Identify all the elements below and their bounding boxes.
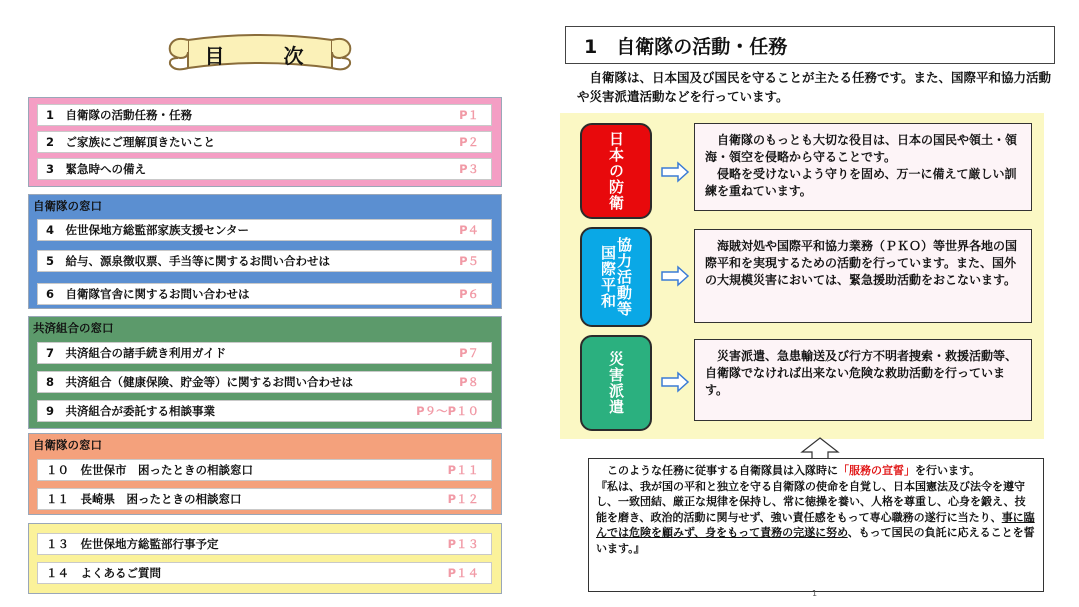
toc-item[interactable]: 6 自衛隊官舎に関するお問い合わせは P６ bbox=[37, 283, 492, 305]
category-label: 協力活動等 bbox=[615, 237, 633, 317]
category-desc: 自衛隊のもっとも大切な役目は、日本の国民や領土・領海・領空を侵略から守ることです。 侵略を受けないよう守りを固め、万一に備えて厳しい訓練を重ねています。 bbox=[694, 123, 1032, 211]
section-intro: 自衛隊は、日本国及び国民を守ることが主たる任務です。また、国際平和協力活動や災害派遣活動などを行っています。 bbox=[577, 70, 1052, 104]
arrow-right-icon bbox=[660, 161, 690, 183]
toc-group-header: 共済組合の窓口 bbox=[33, 321, 114, 335]
toc-page: P９～P１０ bbox=[416, 404, 479, 418]
category-desc: 海賊対処や国際平和協力業務（ＰＫＯ）等世界各地の国際平和を実現するための活動を行っています。また、国外の大規模災害においては、緊急援助活動をおこないます。 bbox=[694, 229, 1032, 323]
category-desc: 災害派遣、急患輸送及び行方不明者捜索・救援活動等、自衛隊でなければ出来ない危険な救助活動を行っています。 bbox=[694, 339, 1032, 421]
toc-page: P１ bbox=[459, 108, 479, 122]
toc-item[interactable]: １４ よくあるご質問 P１４ bbox=[37, 562, 492, 584]
toc-page: P２ bbox=[459, 135, 479, 149]
category-defense bbox=[580, 123, 652, 219]
toc-page: P３ bbox=[459, 162, 479, 176]
toc-page: P１４ bbox=[447, 566, 479, 580]
mission-panel bbox=[560, 113, 1044, 439]
toc-item[interactable]: 2 ご家族にご理解頂きたいこと P２ bbox=[37, 131, 492, 153]
toc-item[interactable]: 3 緊急時への備え P３ bbox=[37, 158, 492, 180]
toc-page: P８ bbox=[459, 375, 479, 389]
toc-page: P１３ bbox=[447, 537, 479, 551]
category-label: 日本の防衛 bbox=[607, 131, 625, 211]
toc-group-mutual-aid bbox=[28, 316, 502, 429]
toc-group-schedule bbox=[28, 523, 502, 594]
toc-item[interactable]: 5 給与、源泉徴収票、手当等に関するお問い合わせは P５ bbox=[37, 250, 492, 272]
oath-intro: このような任務に従事する自衛隊員は入隊時に「服務の宣誓」を行います。 bbox=[596, 464, 981, 477]
toc-group-sdf-contact bbox=[28, 194, 502, 309]
toc-page: P６ bbox=[459, 287, 479, 301]
toc-item[interactable]: 1 自衛隊の活動任務・任務 P１ bbox=[37, 104, 492, 126]
toc-page: P７ bbox=[459, 346, 479, 360]
toc-page: P１２ bbox=[447, 492, 479, 506]
toc-item[interactable]: 7 共済組合の諸手続き利用ガイド P７ bbox=[37, 342, 492, 364]
category-international bbox=[580, 227, 652, 327]
toc-item[interactable]: 9 共済組合が委託する相談事業 P９～P１０ bbox=[37, 400, 492, 422]
toc-group-local-contact bbox=[28, 433, 502, 515]
toc-page: P５ bbox=[459, 254, 479, 268]
arrow-right-icon bbox=[660, 371, 690, 393]
toc-item[interactable]: １０ 佐世保市 困ったときの相談窓口 P１１ bbox=[37, 459, 492, 481]
oath-highlight: 「服務の宣誓」 bbox=[838, 464, 915, 477]
category-label: 国際平和 bbox=[599, 245, 617, 309]
toc-page: P４ bbox=[459, 223, 479, 237]
section-title: 1 自衛隊の活動・任務 bbox=[565, 26, 1055, 64]
toc-item[interactable]: １１ 長崎県 困ったときの相談窓口 P１２ bbox=[37, 488, 492, 510]
toc-item[interactable]: １３ 佐世保地方総監部行事予定 P１３ bbox=[37, 533, 492, 555]
toc-title: 目 次 bbox=[204, 43, 330, 68]
toc-page: P１１ bbox=[447, 463, 479, 477]
arrow-right-icon bbox=[660, 265, 690, 287]
arrow-up-icon bbox=[800, 436, 840, 460]
page-number: 1 bbox=[812, 589, 818, 598]
toc-group-header: 自衛隊の窓口 bbox=[33, 199, 102, 213]
category-disaster bbox=[580, 335, 652, 431]
oath-underlined: 事に臨んでは危険を顧みず、身をもって責務の完遂に努め bbox=[596, 510, 1035, 539]
oath-text: 『私は、我が国の平和と独立を守る自衛隊の使命を自覚し、日本国憲法及び法令を遵守し、一致団結、厳正な規律を保持し、常に徳操を養い、人格を尊重し、心身を鍛え、技能を磨き、政治的活動に関与せず、強い責任感をもって専心職務の遂行に当たり、事に臨んでは危険を顧みず、身をもって責務の完遂に努め、もって国民の負託に応えることを誓います。』 bbox=[596, 479, 1035, 555]
toc-item[interactable]: 8 共済組合（健康保険、貯金等）に関するお問い合わせは P８ bbox=[37, 371, 492, 393]
toc-group-header: 自衛隊の窓口 bbox=[33, 438, 102, 452]
oath-box bbox=[588, 458, 1044, 592]
category-label: 災害派遣 bbox=[607, 351, 625, 415]
toc-group-general bbox=[28, 97, 502, 187]
toc-item[interactable]: 4 佐世保地方総監部家族支援センター P４ bbox=[37, 219, 492, 241]
